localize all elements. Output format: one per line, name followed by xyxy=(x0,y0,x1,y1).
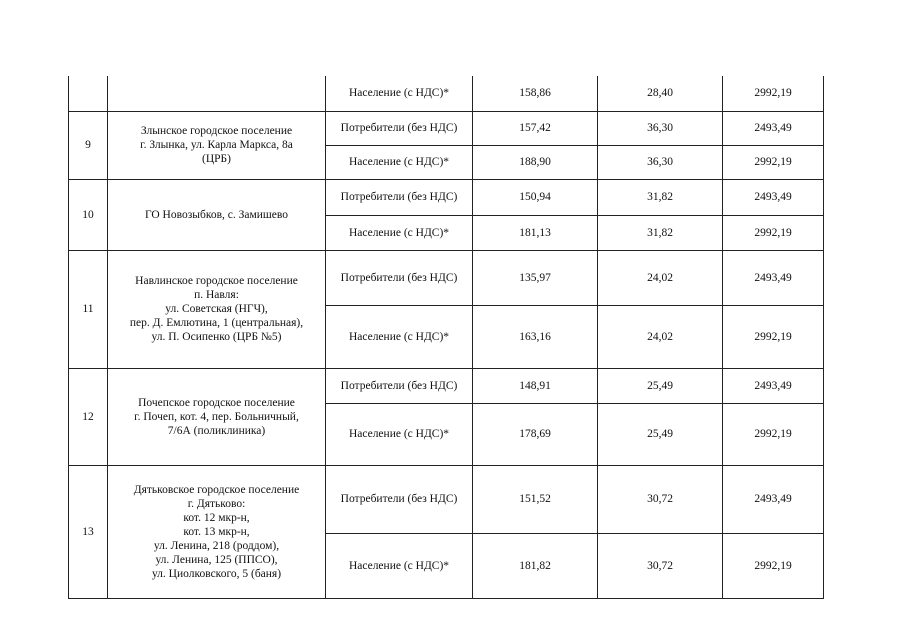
address-line: ул. Ленина, 218 (роддом), xyxy=(153,539,280,552)
tariff-value: 2493,49 xyxy=(723,368,824,403)
address-line: ул. Советская (НГЧ), xyxy=(165,303,268,315)
tariff-value: 181,82 xyxy=(473,533,598,598)
tariff-value: 2493,49 xyxy=(723,179,824,215)
address-line: г. Дятьково: xyxy=(187,497,246,510)
tariff-value: 25,49 xyxy=(598,403,723,465)
address-line: кот. 13 мкр-н, xyxy=(183,525,250,538)
tariff-value: 30,72 xyxy=(598,533,723,598)
row-number: 13 xyxy=(69,465,108,598)
tariff-value: 163,16 xyxy=(473,305,598,368)
tariff-value: 2493,49 xyxy=(723,465,824,533)
tariff-value: 150,94 xyxy=(473,179,598,215)
tariff-value: 2493,49 xyxy=(723,250,824,305)
address-line: ГО Новозыбков, с. Замишево xyxy=(145,208,288,221)
table-row xyxy=(69,179,824,215)
tariff-value: 2992,19 xyxy=(723,76,824,111)
tariff-value: 178,69 xyxy=(473,403,598,465)
address-cell xyxy=(108,250,326,368)
address-line: ул. П. Осипенко (ЦРБ №5) xyxy=(151,331,282,343)
address-cell xyxy=(108,179,326,250)
row-number: 12 xyxy=(69,368,108,465)
table-row xyxy=(69,368,824,403)
tariff-value: 148,91 xyxy=(473,368,598,403)
consumer-category: Население (с НДС)* xyxy=(326,533,473,598)
consumer-category: Потребители (без НДС) xyxy=(326,179,473,215)
address-line: кот. 12 мкр-н, xyxy=(183,511,250,524)
tariff-value: 2992,19 xyxy=(723,305,824,368)
address-line: г. Почеп, кот. 4, пер. Больничный, xyxy=(134,410,299,423)
address-line: Дятьковское городское поселение xyxy=(133,483,300,496)
tariff-value: 36,30 xyxy=(598,145,723,179)
row-number xyxy=(69,76,108,111)
table-row xyxy=(69,76,824,111)
tariff-value: 36,30 xyxy=(598,111,723,145)
tariff-value: 24,02 xyxy=(598,305,723,368)
tariff-value: 31,82 xyxy=(598,215,723,250)
address-line: Злынское городское поселение xyxy=(140,125,293,137)
address-cell xyxy=(108,76,326,111)
consumer-category: Население (с НДС)* xyxy=(326,145,473,179)
address-line: Навлинское городское поселение xyxy=(135,275,298,287)
address-line: (ЦРБ) xyxy=(202,153,231,165)
row-number: 11 xyxy=(69,250,108,368)
tariff-value: 28,40 xyxy=(598,76,723,111)
row-number: 9 xyxy=(69,111,108,179)
consumer-category: Население (с НДС)* xyxy=(326,76,473,111)
tariff-table-body xyxy=(69,76,824,598)
consumer-category: Население (с НДС)* xyxy=(326,215,473,250)
tariff-value: 24,02 xyxy=(598,250,723,305)
consumer-category: Потребители (без НДС) xyxy=(326,111,473,145)
consumer-category: Потребители (без НДС) xyxy=(326,368,473,403)
address-cell xyxy=(108,465,326,598)
tariff-value: 25,49 xyxy=(598,368,723,403)
address-cell xyxy=(108,368,326,465)
table-row xyxy=(69,465,824,533)
tariff-value: 2992,19 xyxy=(723,403,824,465)
tariff-value: 2493,49 xyxy=(723,111,824,145)
tariff-value: 2992,19 xyxy=(723,533,824,598)
tariff-value: 2992,19 xyxy=(723,145,824,179)
address-line: г. Злынка, ул. Карла Маркса, 8а xyxy=(140,139,293,151)
address-line: п. Навля: xyxy=(194,289,239,301)
tariff-value: 135,97 xyxy=(473,250,598,305)
table-row xyxy=(69,111,824,145)
tariff-value: 151,52 xyxy=(473,465,598,533)
table-row xyxy=(69,250,824,305)
consumer-category: Потребители (без НДС) xyxy=(326,465,473,533)
tariff-value: 188,90 xyxy=(473,145,598,179)
address-line: 7/6А (поликлиника) xyxy=(167,424,266,437)
address-line: ул. Циолковского, 5 (баня) xyxy=(151,567,282,580)
address-line: пер. Д. Емлютина, 1 (центральная), xyxy=(129,317,304,329)
consumer-category: Потребители (без НДС) xyxy=(326,250,473,305)
tariff-value: 31,82 xyxy=(598,179,723,215)
tariff-value: 2992,19 xyxy=(723,215,824,250)
tariff-value: 158,86 xyxy=(473,76,598,111)
address-cell xyxy=(108,111,326,179)
tariff-table xyxy=(68,76,824,599)
address-line: Почепское городское поселение xyxy=(138,396,295,409)
tariff-value: 30,72 xyxy=(598,465,723,533)
tariff-value: 181,13 xyxy=(473,215,598,250)
consumer-category: Население (с НДС)* xyxy=(326,305,473,368)
consumer-category: Население (с НДС)* xyxy=(326,403,473,465)
address-line: ул. Ленина, 125 (ППСО), xyxy=(155,553,278,566)
tariff-value: 157,42 xyxy=(473,111,598,145)
row-number: 10 xyxy=(69,179,108,250)
